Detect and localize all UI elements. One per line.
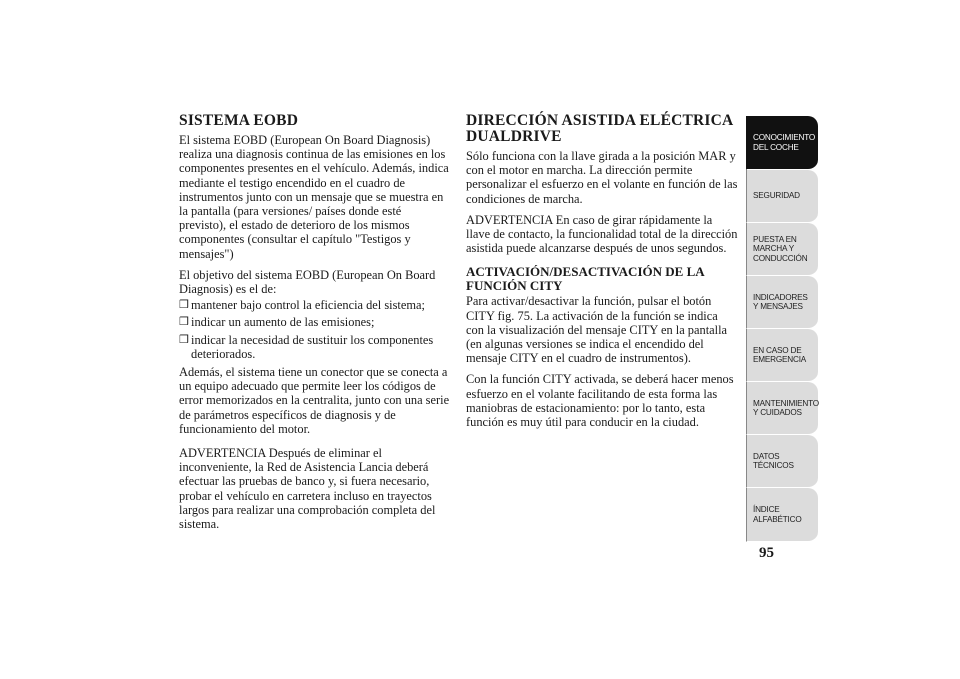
subsection-title-city: ACTIVACIÓN/DESACTIVACIÓN DE LA FUNCIÓN CITY bbox=[466, 264, 704, 293]
city-paragraph-1: Para activar/desactivar la función, pulsar el botón CITY fig. 75. La activación de la función se indica con la visualización del mensaje CITY en la pantalla (en algunas versiones se indica el encendido del mensaje CITY en el cuadro de instrumentos). bbox=[466, 294, 728, 366]
tab-datos-tecnicos[interactable]: DATOS TÉCNICOS bbox=[746, 435, 818, 488]
eobd-bullet-list bbox=[179, 298, 451, 361]
tab-indice-alfabetico[interactable]: ÍNDICE ALFABÉTICO bbox=[746, 488, 818, 542]
eobd-paragraph-2: El objetivo del sistema EOBD (European On Board Diagnosis) es el de: bbox=[179, 267, 436, 297]
list-item: ❒ mantener bajo control la eficiencia del sistema; bbox=[179, 298, 425, 313]
tab-en-caso-de-emergencia[interactable]: EN CASO DE EMERGENCIA bbox=[746, 329, 818, 382]
list-item: ❒ indicar un aumento de las emisiones; bbox=[179, 315, 375, 330]
right-column bbox=[466, 113, 738, 436]
dualdrive-paragraph-1: Sólo funciona con la llave girada a la posición MAR y con el motor en marcha. La dirección permite personalizar el esfuerzo en el volante en función de las condiciones de marcha. bbox=[466, 149, 738, 206]
section-title-dualdrive: DIRECCIÓN ASISTIDA ELÉCTRICA DUALDRIVE bbox=[466, 112, 733, 145]
checkbox-bullet-icon: ❒ bbox=[179, 316, 189, 329]
tab-puesta-en-marcha[interactable]: PUESTA EN MARCHA Y CONDUCCIÓN bbox=[746, 223, 818, 276]
tab-mantenimiento-y-cuidados[interactable]: MANTENIMIENTO Y CUIDADOS bbox=[746, 382, 818, 435]
checkbox-bullet-icon: ❒ bbox=[179, 299, 189, 312]
tab-indicadores-y-mensajes[interactable]: INDICADORES Y MENSAJES bbox=[746, 276, 818, 329]
eobd-paragraph-3: Además, el sistema tiene un conector que se conecta a un equipo adecuado que permite leer los códigos de error memorizados en la centralita, junto con una serie de parámetros específicos de diagnosis y de funcionamiento del motor. bbox=[179, 365, 450, 436]
checkbox-bullet-icon: ❒ bbox=[179, 333, 189, 346]
page-number: 95 bbox=[759, 545, 774, 561]
tab-seguridad[interactable]: SEGURIDAD bbox=[746, 170, 818, 223]
tab-conocimiento-del-coche[interactable]: CONOCIMIENTO DEL COCHE bbox=[746, 116, 818, 170]
list-item: ❒ indicar la necesidad de sustituir los componentes deteriorados. bbox=[179, 332, 434, 361]
left-column bbox=[179, 113, 451, 538]
eobd-warning: ADVERTENCIA Después de eliminar el inconveniente, la Red de Asistencia Lancia deberá efectuar las pruebas de banco y, si fuera necesario, probar el vehículo en carretera incluso en trayectos largos para realizar una comprobación completa del sistema. bbox=[179, 446, 436, 532]
chapter-tab-strip bbox=[746, 116, 818, 542]
section-title-eobd: SISTEMA EOBD bbox=[179, 112, 299, 129]
city-paragraph-2: Con la función CITY activada, se deberá hacer menos esfuerzo en el volante facilitando de esta forma las maniobras de estacionamiento: por lo tanto, esta función es muy útil para conducir en la ciudad. bbox=[466, 372, 734, 430]
dualdrive-warning: ADVERTENCIA En caso de girar rápidamente la llave de contacto, la funcionalidad total de la dirección asistida puede alcanzarse después de unos segundos. bbox=[466, 212, 738, 256]
eobd-paragraph-1: El sistema EOBD (European On Board Diagnosis) realiza una diagnosis continua de las emisiones en los componentes presentes en el vehículo. Además, indica mediante el testigo encendido en el cuadro de instrumentos junto con un mensaje que se muestra en la pantalla (para versiones/ países donde esté previsto), el estado de deterioro de los mismos componentes (consultar el capítulo "Testigos y mensajes") bbox=[179, 133, 449, 261]
